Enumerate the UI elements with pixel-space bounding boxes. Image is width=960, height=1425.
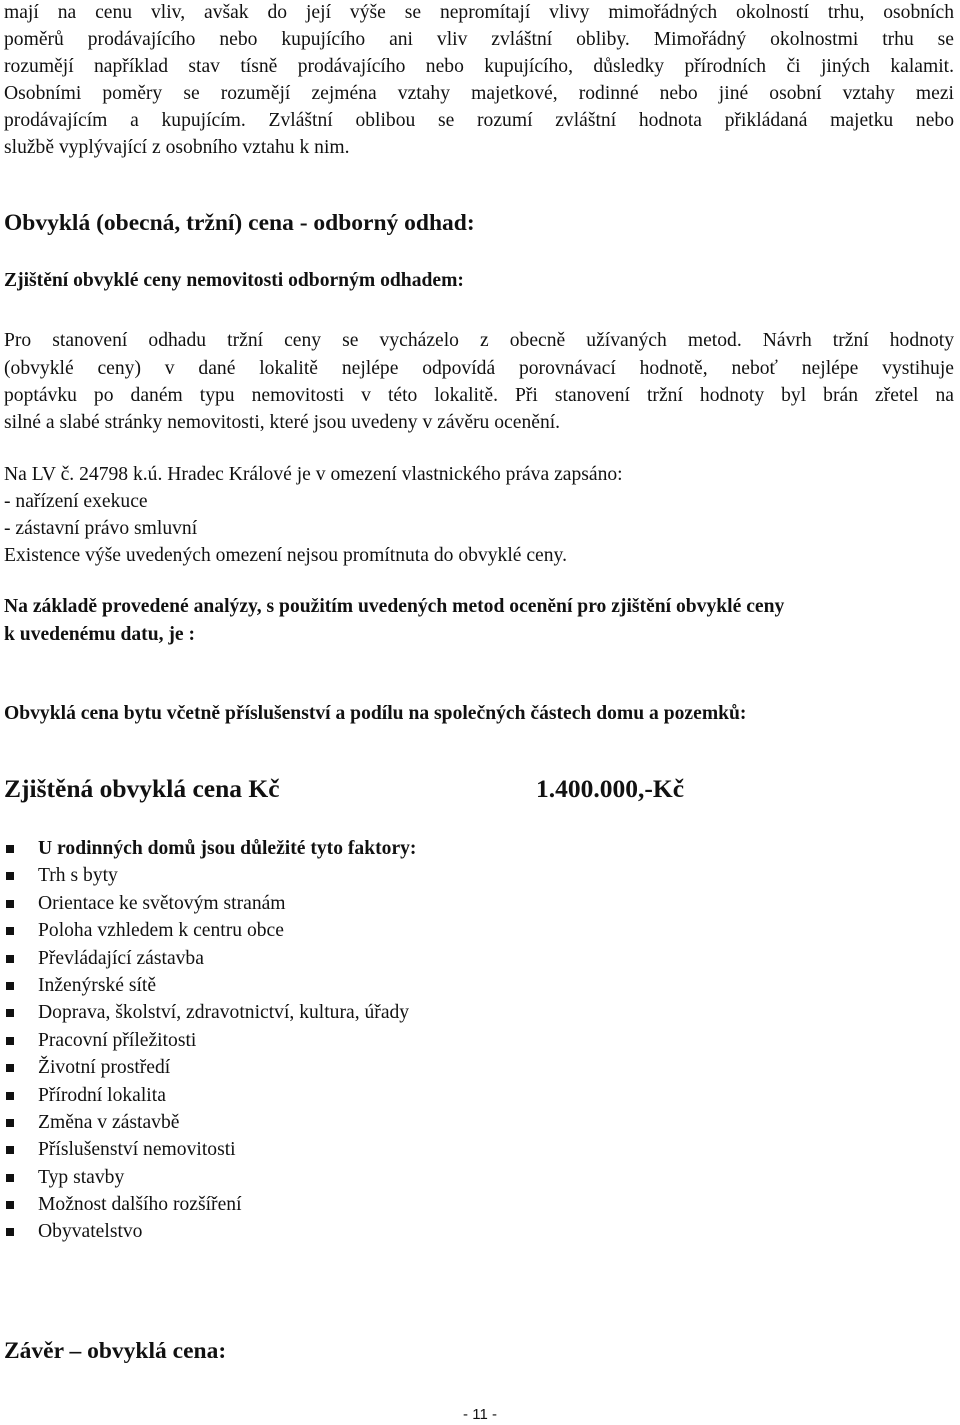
bullet-icon — [6, 1146, 14, 1154]
restriction-item: - nařízení exekuce — [4, 491, 148, 512]
factor-text: Inženýrské sítě — [38, 974, 157, 996]
factor-text: Pracovní příležitosti — [38, 1029, 197, 1051]
restrictions-note: Existence výše uvedených omezení nejsou promítnuta do obvyklé ceny. — [4, 545, 567, 566]
intro-line: poměrů prodávajícího nebo kupujícího ani vliv zvláštní obliby. Mimořádný okolnostmi trhu se — [4, 29, 954, 50]
bullet-icon — [6, 845, 14, 853]
factor-text: Příslušenství nemovitosti — [38, 1139, 236, 1161]
factors-list — [4, 835, 416, 1246]
factors-title-text: U rodinných domů jsou důležité tyto faktory: — [38, 838, 417, 859]
analysis-line: Na základě provedené analýzy, s použitím uvedených metod ocenění pro zjištění obvyklé ceny — [4, 596, 785, 617]
factor-item — [4, 1164, 416, 1191]
method-line: silné a slabé stránky nemovitosti, které jsou uvedeny v závěru ocenění. — [4, 412, 561, 433]
factor-text: Změna v zástavbě — [38, 1111, 180, 1133]
factors-title — [4, 835, 416, 862]
factor-item — [4, 1054, 416, 1081]
intro-line: mají na cenu vliv, avšak do její výše se nepromítají vlivy mimořádných okolností trhu, osobních — [4, 2, 954, 23]
factor-item — [4, 1218, 416, 1245]
bullet-icon — [6, 1201, 14, 1209]
factor-text: Doprava, školství, zdravotnictví, kultura, úřady — [38, 1002, 410, 1024]
factor-text: Typ stavby — [38, 1166, 125, 1188]
factor-text: Poloha vzhledem k centru obce — [38, 920, 284, 942]
bullet-icon — [6, 955, 14, 963]
factor-item — [4, 972, 416, 999]
factor-text: Přírodní lokalita — [38, 1084, 166, 1106]
restrictions-intro: Na LV č. 24798 k.ú. Hradec Králové je v omezení vlastnického práva zapsáno: — [4, 464, 623, 485]
bullet-icon — [6, 982, 14, 990]
intro-line: Osobními poměry se rozumějí zejména vztahy majetkové, rodinné nebo jiné osobní vztahy mezi — [4, 83, 954, 104]
factor-item — [4, 1027, 416, 1054]
factor-text: Převládající zástavba — [38, 947, 204, 969]
intro-line: rozumějí například stav tísně prodávajícího nebo kupujícího, důsledky přírodních či jiných kalamit. — [4, 56, 954, 77]
factor-text: Obyvatelstvo — [38, 1221, 143, 1243]
conclusion-heading: Závěr – obvyklá cena: — [4, 1338, 227, 1364]
method-line: Pro stanovení odhadu tržní ceny se vycházelo z obecně užívaných metod. Návrh tržní hodnoty — [4, 330, 954, 351]
bullet-icon — [6, 1092, 14, 1100]
factor-item — [4, 999, 416, 1026]
bullet-icon — [6, 1009, 14, 1017]
bullet-icon — [6, 872, 14, 880]
method-line: poptávku po daném typu nemovitosti v této lokalitě. Při stanovení tržní hodnoty byl brán zřetel na — [4, 385, 954, 406]
factor-item — [4, 1082, 416, 1109]
factor-item — [4, 945, 416, 972]
price-value: 1.400.000,-Kč — [536, 774, 685, 803]
factor-item — [4, 917, 416, 944]
bullet-icon — [6, 1064, 14, 1072]
bullet-icon — [6, 1174, 14, 1182]
analysis-line: k uvedenému datu, je : — [4, 624, 196, 645]
intro-line: službě vyplývající z osobního vztahu k nim. — [4, 137, 350, 158]
bullet-icon — [6, 1037, 14, 1045]
page-number: - 11 - — [463, 1406, 497, 1423]
factor-text: Orientace ke světovým stranám — [38, 892, 286, 914]
factor-text: Trh s byty — [38, 865, 118, 887]
bullet-icon — [6, 900, 14, 908]
bullet-icon — [6, 1228, 14, 1236]
factor-item — [4, 862, 416, 889]
price-heading: Obvyklá cena bytu včetně příslušenství a podílu na společných částech domu a pozemků: — [4, 703, 747, 724]
subsection-heading: Zjištění obvyklé ceny nemovitosti odborným odhadem: — [4, 270, 464, 291]
restriction-item: - zástavní právo smluvní — [4, 518, 198, 539]
price-label: Zjištěná obvyklá cena Kč — [4, 774, 280, 803]
method-line: (obvyklé ceny) v dané lokalitě nejlépe odpovídá porovnávací hodnotě, neboť nejlépe vystihuje — [4, 358, 954, 379]
price-row — [4, 774, 954, 808]
factor-text: Možnost dalšího rozšíření — [38, 1194, 242, 1216]
section-heading: Obvyklá (obecná, tržní) cena - odborný odhad: — [4, 210, 475, 236]
bullet-icon — [6, 1119, 14, 1127]
intro-line: prodávajícím a kupujícím. Zvláštní oblibou se rozumí zvláštní hodnota přikládaná majetku nebo — [4, 110, 954, 131]
factor-text: Životní prostředí — [38, 1057, 171, 1079]
bullet-icon — [6, 927, 14, 935]
factor-item — [4, 1191, 416, 1218]
factor-item — [4, 1136, 416, 1163]
factor-item — [4, 1109, 416, 1136]
factor-item — [4, 890, 416, 917]
